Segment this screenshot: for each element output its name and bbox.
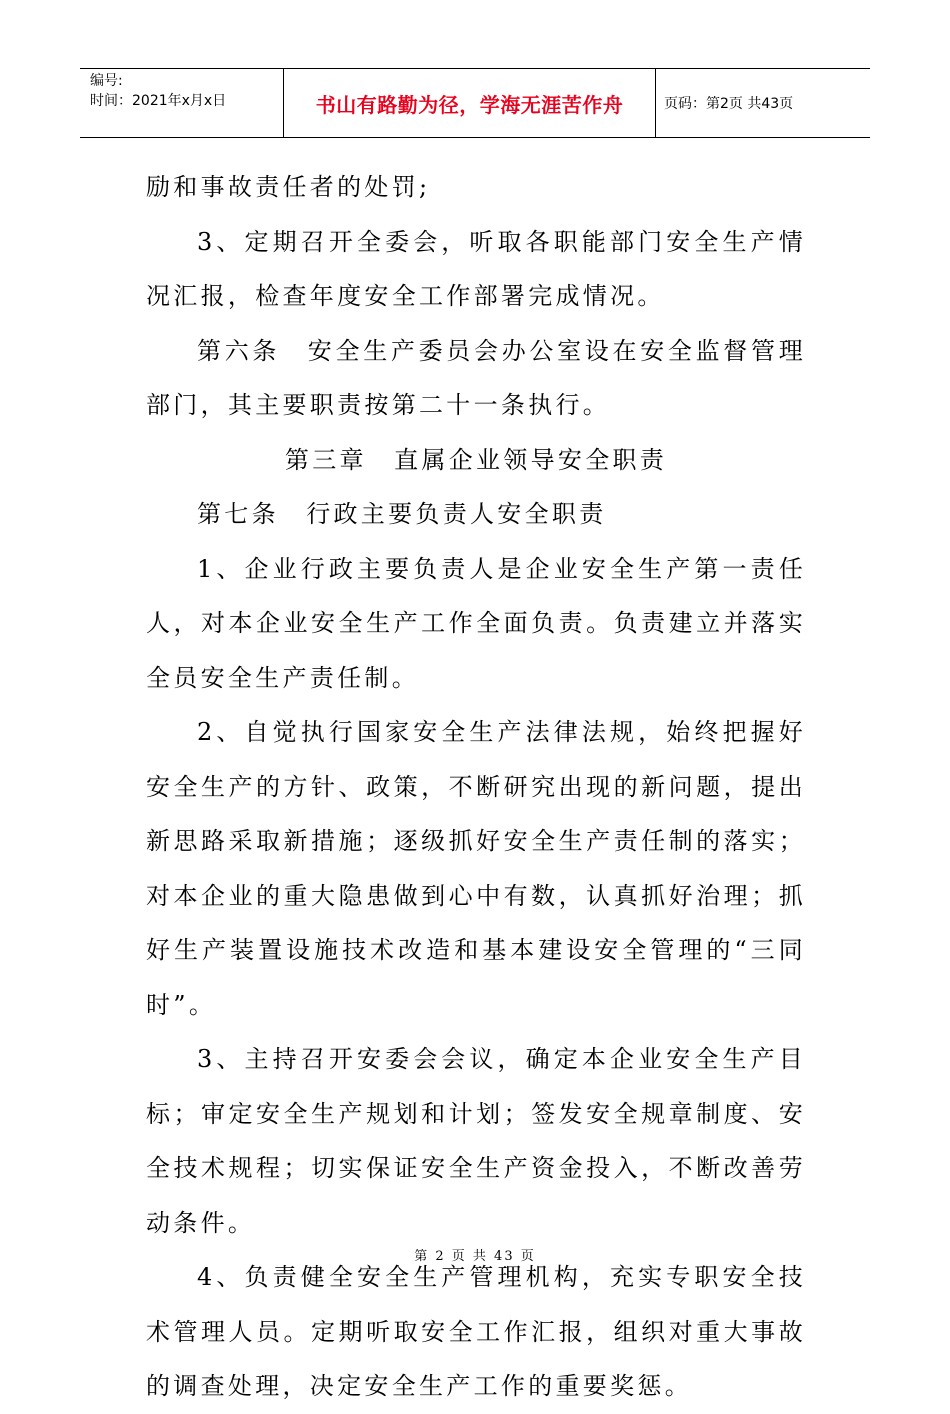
header-motto: 书山有路勤为径，学海无涯苦作舟	[283, 69, 656, 137]
paragraph: 第六条 安全生产委员会办公室设在安全监督管理部门，其主要职责按第二十一条执行。	[146, 336, 806, 419]
paragraph: 3、主持召开安委会会议，确定本企业安全生产目标；审定安全生产规划和计划；签发安全规章制度、安全技术规程；切实保证安全生产资金投入，不断改善劳动条件。	[146, 1045, 806, 1237]
paragraph: 2、自觉执行国家安全生产法律法规，始终把握好安全生产的方针、政策，不断研究出现的新问题，提出新思路采取新措施；逐级抓好安全生产责任制的落实；对本企业的重大隐患做到心中有数，认真抓好治理；抓好生产装置设施技术改造和基本建设安全管理的“三同时”。	[146, 718, 806, 1019]
paragraph: 4、负责健全安全生产管理机构，充实专职安全技术管理人员。定期听取安全工作汇报，组织对重大事故的调查处理，决定安全生产工作的重要奖惩。	[146, 1263, 806, 1400]
paragraph: 3、定期召开全委会，听取各职能部门安全生产情况汇报，检查年度安全工作部署完成情况。	[146, 227, 806, 310]
header-page-info: 页码：第2页 共43页	[664, 96, 794, 112]
header-meta	[80, 69, 283, 137]
page-footer: 第 2 页 共 43 页	[414, 1249, 536, 1264]
paragraph: 励和事故责任者的处罚;	[146, 173, 431, 201]
paragraph: 1、企业行政主要负责人是企业安全生产第一责任人，对本企业安全生产工作全面负责。负责建立并落实全员安全生产责任制。	[146, 554, 806, 692]
article-heading: 第七条 行政主要负责人安全职责	[197, 500, 607, 528]
document-number-label: 编号:	[90, 73, 123, 89]
document-body	[146, 160, 806, 1414]
page-header	[80, 68, 870, 138]
chapter-heading: 第三章 直属企业领导安全职责	[284, 445, 668, 474]
document-time-label: 时间：2021年x月x日	[90, 93, 227, 109]
